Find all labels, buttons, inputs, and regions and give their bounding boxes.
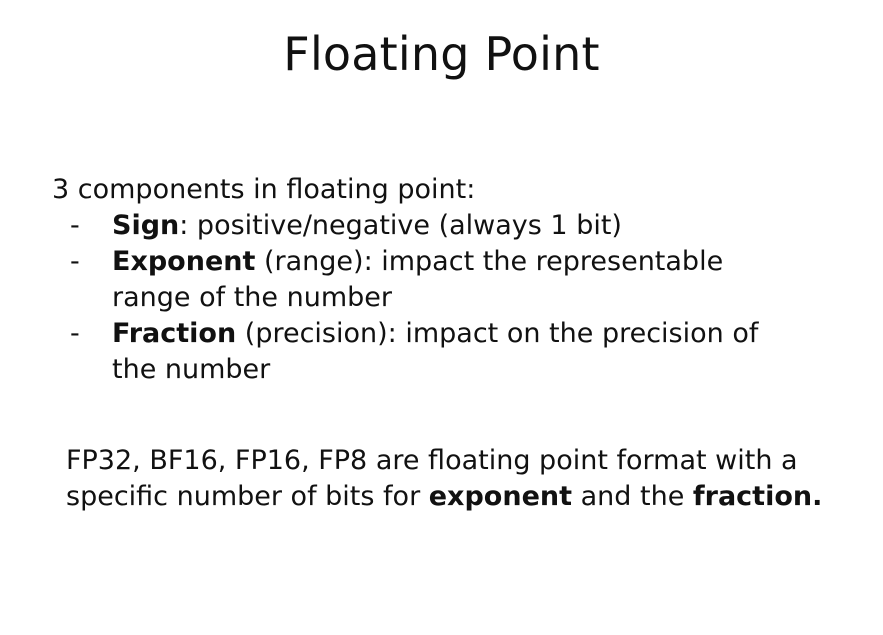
intro-text: 3 components in floating point: xyxy=(52,174,476,205)
bullet-marker: - xyxy=(70,246,80,277)
term-fraction: Fraction xyxy=(112,318,237,349)
bullet-marker: - xyxy=(70,318,80,349)
description-exponent: (range): impact the representable range of the number xyxy=(112,246,724,313)
list-item-sign xyxy=(70,208,810,244)
bullet-marker: - xyxy=(70,210,80,241)
summary-paragraph xyxy=(66,443,856,515)
slide-title: Floating Point xyxy=(283,27,600,81)
list-item-fraction xyxy=(70,316,810,388)
summary-text-1: FP32, BF16, FP16, FP8 are floating point format with a specific number of bits for xyxy=(66,445,798,512)
summary-bold-exponent: exponent xyxy=(428,481,573,512)
term-sign: Sign xyxy=(112,210,180,241)
list-item-exponent xyxy=(70,244,810,316)
description-fraction: (precision): impact on the precision of the number xyxy=(112,318,759,385)
summary-bold-fraction: fraction. xyxy=(692,481,823,512)
term-exponent: Exponent xyxy=(112,246,256,277)
summary-text-2: and the xyxy=(572,481,693,512)
component-list xyxy=(70,208,810,388)
description-sign: : positive/negative (always 1 bit) xyxy=(179,210,622,241)
